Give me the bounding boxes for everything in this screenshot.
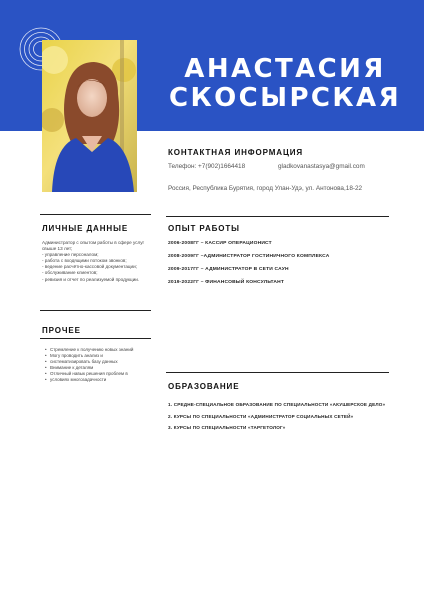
education-item: 2. КУРСЫ ПО СПЕЦИАЛЬНОСТИ «АДМИНИСТРАТОР СОЦИАЛЬНЫХ СЕТЕЙ» — [168, 413, 354, 419]
list-item: • Отличный навык решения проблем в — [42, 371, 152, 377]
list-item: • Внимание к деталям — [42, 365, 152, 371]
text-line: - обслуживание клиентов; — [42, 270, 98, 276]
education-item: 3. КУРСЫ ПО СПЕЦИАЛЬНОСТИ «ТАРГЕТОЛОГ» — [168, 425, 286, 430]
list-item: • условиях многозадачности — [42, 377, 152, 383]
first-name: АНАСТАСИЯ — [184, 54, 386, 84]
education-heading: ОБРАЗОВАНИЕ — [168, 382, 240, 391]
personal-heading: ЛИЧНЫЕ ДАННЫЕ — [42, 224, 129, 233]
text-line: - ревизия и отчет по реализуемой продукции. — [42, 276, 140, 282]
experience-item: 2019-2022ГГ – ФИНАНСОВЫЙ КОНСУЛЬТАНТ — [168, 280, 285, 285]
contact-heading: КОНТАКТНАЯ ИНФОРМАЦИЯ — [168, 148, 304, 157]
experience-item: 2009-2017ГГ – АДМИНИСТРАТОР В СЕТИ САУН — [168, 267, 289, 272]
text-line: - ведение расчётно-кассовой документации; — [42, 264, 137, 270]
divider — [166, 372, 389, 373]
text-line: - управление персоналом; — [42, 252, 99, 258]
contact-phone: Телефон: +7(902)1664418 — [168, 163, 246, 170]
list-item: • систематизировать базу данных — [42, 359, 152, 365]
experience-list — [168, 241, 330, 293]
other-heading: ПРОЧЕЕ — [42, 326, 81, 335]
last-name: СКОСЫРСКАЯ — [169, 83, 401, 113]
text-line: свыше 13 лет; — [42, 246, 73, 252]
portrait-photo — [42, 40, 137, 192]
candidate-name — [160, 55, 410, 113]
contact-email: gladkovanastasya@gmail.com — [278, 163, 365, 170]
text-line: Администратор с опытом работы в сфере услуг — [42, 240, 145, 245]
experience-item: 2008-2009ГГ –АДМИНИСТРАТОР ГОСТИНИЧНОГО КОМПЛЕКСА — [168, 254, 330, 259]
text-line: - работа с входящими потоком звонков; — [42, 258, 127, 264]
divider — [40, 214, 151, 215]
experience-item: 2006-2008ГГ – КАССИР ОПЕРАЦИОНИСТ — [168, 241, 272, 246]
education-list — [168, 402, 385, 437]
other-list — [42, 347, 152, 382]
contact-address: Россия, Республика Бурятия, город Улан-Удэ, ул. Антонова,18-22 — [168, 185, 363, 192]
divider — [166, 216, 389, 217]
experience-heading: ОПЫТ РАБОТЫ — [168, 224, 240, 233]
divider — [40, 310, 151, 311]
divider — [40, 338, 151, 339]
list-item: • Стремление к получению новых знаний — [42, 347, 152, 353]
education-item: 1. СРЕДНЕ-СПЕЦИАЛЬНОЕ ОБРАЗОВАНИЕ ПО СПЕЦИАЛЬНОСТИ «АКУШЕРСКОЕ ДЕЛО» — [168, 402, 386, 407]
personal-details — [42, 240, 150, 283]
list-item: • Могу проводить анализ и — [42, 353, 152, 359]
